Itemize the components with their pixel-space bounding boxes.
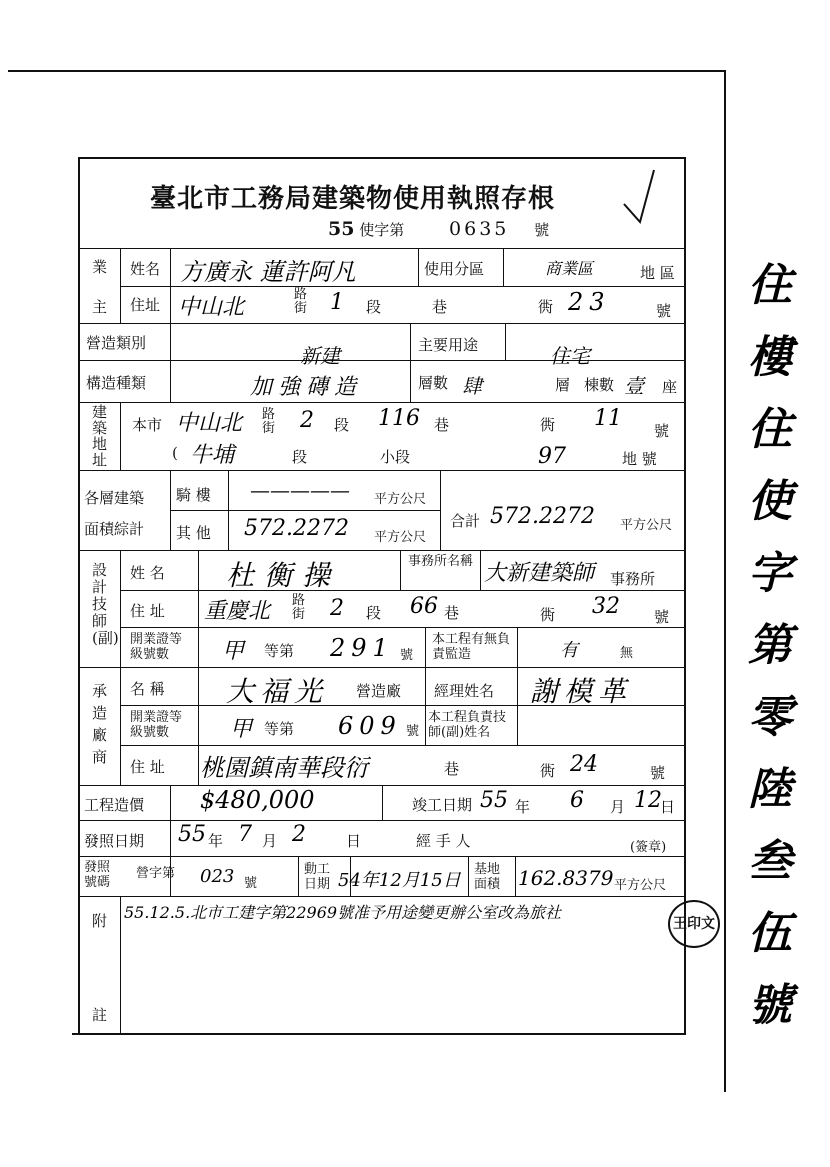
- designer-license-mid: 等第: [264, 642, 295, 660]
- contractor-name-suffix: 營造廠: [356, 682, 402, 700]
- contractor-address-lane-label: 巷: [444, 760, 460, 778]
- designer-license-number: 291: [330, 634, 394, 662]
- designer-address-section: 2: [330, 596, 344, 621]
- structure-label: 構造種類: [86, 374, 147, 392]
- completion-day-label: 日: [660, 798, 676, 816]
- permit-type: 使字第: [359, 221, 405, 239]
- floors-unit: 層: [555, 376, 571, 394]
- designer-name-label: 姓 名: [130, 564, 165, 582]
- site-section: 2: [300, 408, 314, 433]
- contractor-license-suffix: 號: [406, 724, 420, 739]
- site-section-label: 段: [334, 416, 350, 434]
- contractor-license-number: 609: [338, 712, 402, 740]
- contractor-license-label: 開業證等級號數: [130, 710, 183, 740]
- remarks-note: 55.12.5.北市工建字第22969號准予用途變更辦公室改為旅社: [124, 903, 562, 922]
- sign-label: (簽章): [630, 840, 667, 855]
- designer-address-road-label: 路街: [292, 593, 306, 622]
- arcade-label: 騎 樓: [176, 486, 211, 504]
- owner-address-label: 住址: [130, 296, 161, 314]
- site-alley-label: 衖: [540, 416, 556, 434]
- completion-year-label: 年: [515, 798, 531, 816]
- designer-address-section-label: 段: [366, 604, 382, 622]
- designer-group-label: 設計技師(副): [92, 561, 119, 647]
- arcade-dash: —————: [250, 478, 350, 502]
- handler-label: 經 手 人: [416, 832, 471, 850]
- zone-value: 商業區: [545, 259, 594, 278]
- permit-number: 0635: [449, 218, 510, 240]
- contractor-name-label: 名 稱: [130, 680, 165, 698]
- designer-address-alley-label: 衖: [540, 606, 556, 624]
- issue-day: 2: [292, 822, 306, 847]
- completion-day: 12: [634, 788, 662, 813]
- page-title: 臺北市工務局建築物使用執照存根: [150, 184, 556, 214]
- main-use-label: 主要用途: [418, 336, 479, 354]
- floors-value: 肆: [462, 374, 482, 398]
- site-land-section-label: 段: [292, 448, 308, 466]
- designer-address-number-label: 號: [654, 608, 670, 626]
- owner-address-number-label: 號: [656, 302, 672, 320]
- buildings-label: 棟數: [584, 376, 615, 394]
- start-date-value: 54年12月15日: [338, 870, 461, 891]
- site-lane: 116: [378, 406, 420, 431]
- zone-suffix: 地 區: [640, 264, 675, 282]
- site-number-label: 號: [654, 422, 670, 440]
- remarks-label-1: 附: [92, 912, 108, 930]
- owner-address-section-label: 段: [366, 298, 382, 316]
- manager-label: 經理姓名: [434, 682, 495, 700]
- contractor-address-value: 桃園鎮南華段衍: [200, 754, 368, 782]
- owner-address-section: 1: [330, 290, 344, 315]
- owner-address-lane-label: 巷: [432, 298, 448, 316]
- permit-suffix: 號: [534, 221, 550, 239]
- site-city: 本市: [132, 416, 163, 434]
- permit-number-line: [328, 218, 549, 240]
- contractor-address-number-label: 號: [650, 764, 666, 782]
- permit-no: 023: [200, 866, 235, 887]
- permit-no-label: 號: [244, 876, 258, 891]
- total-label: 合計: [450, 512, 481, 530]
- construction-type-label: 營造類別: [86, 334, 147, 352]
- designer-name-value: 杜衡操: [226, 559, 341, 592]
- contractor-tech-label: 本工程負責技師(副)姓名: [428, 710, 507, 740]
- owner-address-road: 中山北: [178, 295, 245, 320]
- manager-value: 謝模革: [530, 675, 633, 708]
- floors-label: 層數: [418, 374, 449, 392]
- issue-day-label: 日: [346, 832, 362, 850]
- total-unit: 平方公尺: [620, 518, 673, 533]
- contractor-address-number: 24: [570, 752, 598, 777]
- completion-label: 竣工日期: [412, 796, 473, 814]
- start-date-label: 動工日期: [304, 862, 331, 892]
- issue-month-label: 月: [262, 832, 278, 850]
- designer-license-suffix: 號: [400, 648, 414, 663]
- issue-year-label: 年: [208, 832, 224, 850]
- cost-label: 工程造價: [84, 796, 145, 814]
- site-road-label: 路街: [262, 407, 276, 436]
- structure-value: 加強磚造: [250, 375, 363, 400]
- site-lot-number: 97: [538, 444, 566, 469]
- contractor-address-label: 住 址: [130, 758, 165, 776]
- site-number: 11: [594, 406, 622, 431]
- issue-year: 55: [178, 822, 206, 847]
- supervise-label: 本工程有無負責監造: [432, 632, 511, 662]
- remarks-label-2: 註: [92, 1006, 108, 1024]
- arcade-unit: 平方公尺: [374, 492, 427, 507]
- site-road: 中山北: [176, 411, 243, 436]
- designer-address-number: 32: [592, 594, 620, 619]
- supervise-alt: 無: [620, 646, 634, 661]
- site-sub-section-label: 小段: [380, 448, 411, 466]
- permit-label: 發照號碼: [84, 860, 111, 890]
- designer-address-label: 住 址: [130, 602, 165, 620]
- designer-license-label: 開業證等級號數: [130, 632, 183, 662]
- permit-type: 營字第: [136, 866, 176, 881]
- supervise-value: 有: [560, 640, 578, 661]
- designer-office-suffix: 事務所: [610, 570, 656, 588]
- buildings-unit: 座: [662, 378, 678, 396]
- issue-month: 7: [238, 822, 252, 847]
- permit-prefix: 55: [328, 218, 355, 240]
- contractor-group-label: 承造廠商: [92, 682, 108, 766]
- side-margin-text: 住 樓 住 使 字 第 零 陸 叁 伍 號: [748, 260, 792, 1031]
- contractor-license-grade: 甲: [230, 717, 253, 742]
- owner-group-label-1: 業: [92, 258, 108, 276]
- owner-address-number: 23: [568, 288, 611, 316]
- other-value: 572.2272: [244, 516, 349, 541]
- cost-value: $480,000: [200, 786, 315, 814]
- owner-name-label: 姓名: [130, 260, 161, 278]
- main-use-value: 住宅: [550, 344, 590, 368]
- designer-license-grade: 甲: [222, 639, 245, 664]
- other-label: 其 他: [176, 524, 211, 542]
- designer-address-lane-label: 巷: [444, 604, 460, 622]
- designer-address-road: 重慶北: [204, 599, 271, 624]
- designer-office-label: 事務所名稱: [408, 554, 474, 569]
- owner-address-street-label: 衖: [538, 298, 554, 316]
- owner-group-label-2: 主: [92, 298, 108, 316]
- base-area-value: 162.8379: [518, 866, 614, 890]
- completion-month-label: 月: [610, 798, 626, 816]
- owner-name-value: 方廣永 蓮許阿凡: [180, 258, 356, 286]
- site-lot-label: 地 號: [622, 450, 657, 468]
- designer-office-value: 大新建築師: [484, 561, 595, 586]
- completion-month: 6: [570, 788, 584, 813]
- total-value: 572.2272: [490, 504, 595, 529]
- construction-type-value: 新建: [300, 344, 340, 368]
- completion-year: 55: [480, 788, 508, 813]
- buildings-value: 壹: [624, 374, 644, 398]
- zone-label: 使用分區: [424, 260, 485, 278]
- site-paren-open: (: [172, 444, 178, 462]
- area-label-1: 各層建築: [84, 489, 145, 507]
- contractor-address-alley-label: 衖: [540, 762, 556, 780]
- issue-label: 發照日期: [84, 832, 145, 850]
- other-unit: 平方公尺: [374, 530, 427, 545]
- site-land-section: 牛埔: [190, 443, 235, 468]
- designer-address-lane: 66: [410, 594, 438, 619]
- check-mark-icon: [620, 168, 660, 232]
- site-lane-label: 巷: [434, 416, 450, 434]
- owner-address-road-label: 路街: [294, 287, 308, 316]
- site-label: 建築地址: [92, 403, 108, 469]
- seal-stamp: 王印文: [668, 900, 720, 948]
- contractor-license-mid: 等第: [264, 720, 295, 738]
- base-area-label: 基地面積: [474, 862, 501, 892]
- contractor-name-value: 大福光: [226, 675, 329, 708]
- area-label-2: 面積綜計: [84, 520, 145, 538]
- base-area-unit: 平方公尺: [614, 878, 667, 893]
